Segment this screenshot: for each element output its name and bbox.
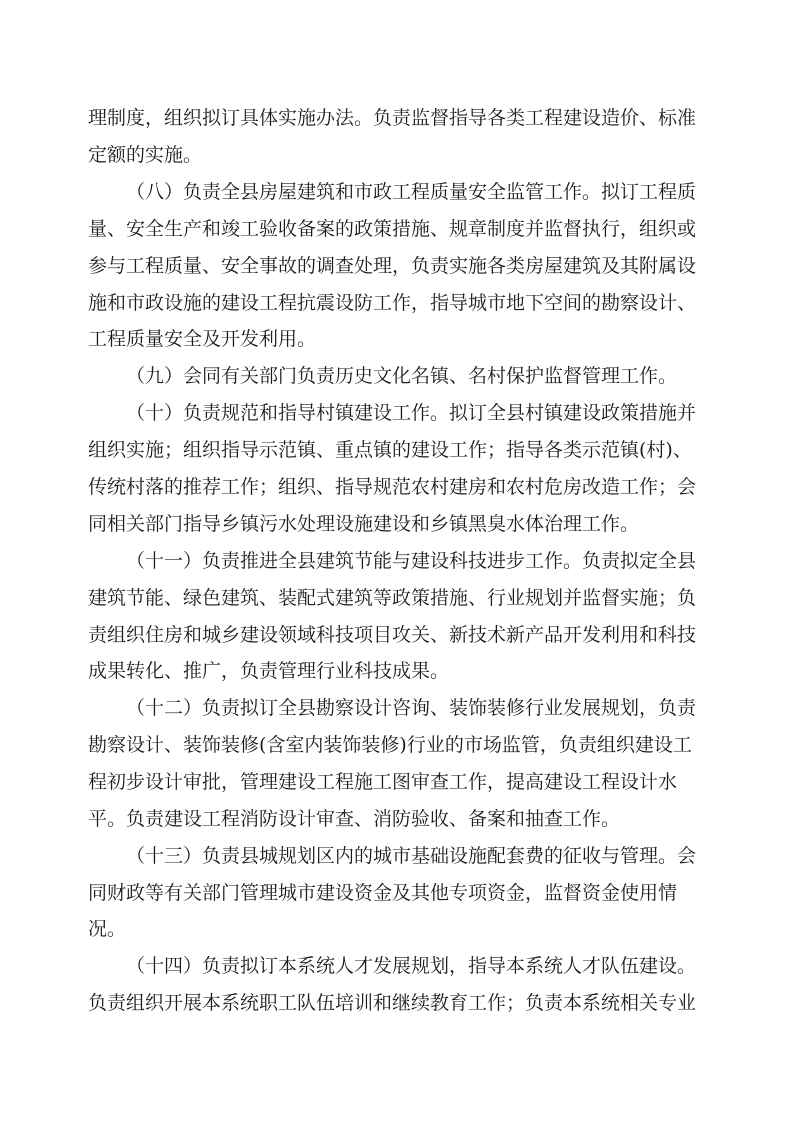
text-line: 工程质量安全及开发利用。 xyxy=(88,328,317,350)
text-line: 量、安全生产和竣工验收备案的政策措施、规章制度并监督执行，组织或 xyxy=(88,218,697,240)
paragraph-start-line: （十二）负责拟订全县勘察设计咨询、装饰装修行业发展规划，负责 xyxy=(126,697,697,719)
text-line: 同财政等有关部门管理城市建设资金及其他专项资金，监督资金使用情 xyxy=(88,882,678,904)
text-line: 理制度，组织拟订具体实施办法。负责监督指导各类工程建设造价、标准 xyxy=(88,107,697,129)
paragraph-start-line: （十四）负责拟订本系统人才发展规划，指导本系统人才队伍建设。 xyxy=(126,955,697,977)
text-line: 勘察设计、装饰装修(含室内装饰装修)行业的市场监管，负责组织建设工 xyxy=(88,734,692,756)
text-line: 施和市政设施的建设工程抗震设防工作，指导城市地下空间的勘察设计、 xyxy=(88,292,697,314)
text-line: 参与工程质量、安全事故的调查处理，负责实施各类房屋建筑及其附属设 xyxy=(88,255,697,277)
text-line: 组织实施；组织指导示范镇、重点镇的建设工作；指导各类示范镇(村)、 xyxy=(88,439,692,461)
text-line: 同相关部门指导乡镇污水处理设施建设和乡镇黑臭水体治理工作。 xyxy=(88,513,640,535)
text-line: 负责组织开展本系统职工队伍培训和继续教育工作；负责本系统相关专业 xyxy=(88,992,697,1014)
paragraph-start-line: （十三）负责县城规划区内的城市基础设施配套费的征收与管理。会 xyxy=(126,845,697,867)
text-line: 定额的实施。 xyxy=(88,144,203,166)
text-line: 况。 xyxy=(88,918,127,940)
text-line: 成果转化、推广，负责管理行业科技成果。 xyxy=(88,660,450,682)
text-line: 责组织住房和城乡建设领域科技项目攻关、新技术新产品开发利用和科技 xyxy=(88,624,697,646)
text-line: 平。负责建设工程消防设计审查、消防验收、备案和抽查工作。 xyxy=(88,808,621,830)
paragraph-start-line: （八）负责全县房屋建筑和市政工程质量安全监管工作。拟订工程质 xyxy=(126,181,697,203)
text-line: 程初步设计审批，管理建设工程施工图审查工作，提高建设工程设计水 xyxy=(88,771,678,793)
paragraph-start-line: （十一）负责推进全县建筑节能与建设科技进步工作。负责拟定全县 xyxy=(126,550,697,572)
text-line: 传统村落的推荐工作；组织、指导规范农村建房和农村危房改造工作；会 xyxy=(88,476,697,498)
paragraph-start-line: （九）会同有关部门负责历史文化名镇、名村保护监督管理工作。 xyxy=(126,365,678,387)
text-line: 建筑节能、绿色建筑、装配式建筑等政策措施、行业规划并监督实施；负 xyxy=(88,587,697,609)
paragraph-start-line: （十）负责规范和指导村镇建设工作。拟订全县村镇建设政策措施并 xyxy=(126,402,697,424)
